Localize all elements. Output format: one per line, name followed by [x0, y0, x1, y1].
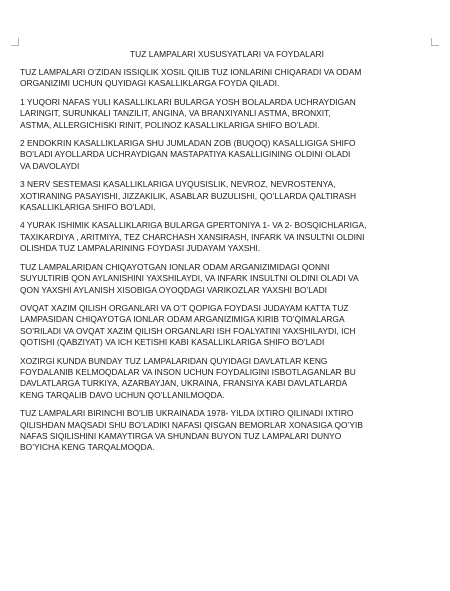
paragraph: [20, 408, 434, 454]
paragraph: [20, 220, 434, 254]
paragraph-line: DAVLATLARGA TURKIYA, AZARBAYJAN, UKRAINA, FRANSIYA KABI DAVLATLARDA: [20, 378, 348, 389]
paragraph-line: OLISHDA TUZ LAMPALARINING FOYDASI JUDAYAM YAXSHI.: [20, 243, 261, 254]
paragraph: [20, 262, 434, 296]
paragraph-line: TUZ LAMPALARI O’ZIDAN ISSIQLIK XOSIL QILIB TUZ IONLARINI CHIQARADI VA ODAM: [20, 67, 362, 77]
paragraph-line: OVQAT XAZIM QILISH ORGANLARI VA O’T QOPIGA FOYDASI JUDAYAM KATTA TUZ: [20, 302, 349, 313]
page-corner-mark-top-right: [431, 38, 439, 46]
paragraph-line: VA DAVOLAYDI: [20, 160, 80, 171]
paragraph: [20, 356, 434, 402]
paragraph-line: TAXIKARDIYA , ARITMIYA, TEZ CHARCHASH XANSIRASH, INFARK VA INSULTNI OLDINI: [20, 231, 365, 242]
paragraph-line: SO’RILADI VA OVQAT XAZIM QILISH ORGANLARI ISH FOALYATINI YAXSHILAYDI, ICH: [20, 325, 356, 336]
paragraph-line: XOTIRANING PASAYISHI, JIZZAKILIK, ASABLAR BUZULISHI, QO’LLARDA QALTIRASH: [20, 190, 357, 201]
paragraph-line: QON YAXSHI AYLANISH XISOBIGA OYOQDAGI VARIKOZLAR YAXSHI BO’LADI: [20, 284, 328, 295]
paragraph-line: NAFAS SIQILISHINI KAMAYTIRGA VA SHUNDAN BUYON TUZ LAMPALARI DUNYO: [20, 430, 342, 441]
paragraph-line: ASTMA, ALLERGICHISKI RINIT, POLINOZ KASALLIKLARIGA SHIFO BO’LADI.: [20, 119, 320, 130]
paragraph-line: KASALLIKLARIGA SHIFO BO’LADI.: [20, 202, 156, 213]
paragraph-line: FOYDALANIB KELMOQDALAR VA INSON UCHUN FOYDALIGINI ISBOTLAGANLAR BU: [20, 366, 356, 377]
paragraph-line: 4 YURAK ISHIMIK KASALLIKLARIGA BULARGA GPERTONIYA 1- VA 2- BOSQICHLARIGA,: [20, 220, 367, 231]
paragraph-line: LARINGIT, SURUNKALI TANZILIT, ANGINA, VA BRANXIYANLI ASTMA, BRONXIT,: [20, 108, 331, 119]
paragraph: [20, 67, 434, 90]
document-title: TUZ LAMPALARI XUSUSYATLARI VA FOYDALARI: [130, 49, 324, 59]
paragraph: [20, 179, 434, 213]
paragraph-line: SUYULTIRIB QON AYLANISHINI YAXSHILAYDI, VA INFARK INSULTNI OLDINI OLADI VA: [20, 273, 359, 284]
paragraph-line: BO’YICHA KENG TARQALMOQDA.: [20, 442, 155, 453]
paragraph-line: BO’LADI AYOLLARDA UCHRAYDIGAN MASTAPATIYA KASALLIGINING OLDINI OLADI: [20, 149, 351, 160]
paragraph: [20, 97, 434, 131]
paragraph-line: TUZ LAMPALARI BIRINCHI BO’LIB UKRAINADA 1978- YILDA IXTIRO QILINADI IXTIRO: [20, 408, 354, 419]
paragraph: [20, 303, 434, 349]
page-corner-mark-top-left: [11, 38, 19, 46]
paragraph-line: QILISHDAN MAQSADI SHU BO’LADIKI NAFASI QISGAN BEMORLAR XONASIGA QO’YIB: [20, 419, 363, 430]
paragraph-line: QOTISHI (QABZIYAT) VA ICH KETISHI KABI KASALLIKLARIGA SHIFO BO’LADI: [20, 337, 325, 348]
paragraph-line: LAMPASIDAN CHIQAYOTGA IONLAR ODAM ARGANIZIMIGA KIRIB TO’QIMALARGA: [20, 314, 345, 325]
paragraph-line: 1 YUQORI NAFAS YULI KASALLIKLARI BULARGA YOSH BOLALARDA UCHRAYDIGAN: [20, 96, 356, 107]
document-body: [20, 49, 434, 461]
paragraph-line: XOZIRGI KUNDA BUNDAY TUZ LAMPALARIDAN QUYIDAGI DAVLATLAR KENG: [20, 355, 328, 366]
paragraph: [20, 138, 434, 172]
paragraph-line: TUZ LAMPALARIDAN CHIQAYOTGAN IONLAR ODAM ARGANIZIMIDAGI QONNI: [20, 261, 330, 272]
paragraph-line: 2 ENDOKRIN KASALLIKLARIGA SHU JUMLADAN ZOB (BUQOQ) KASALLIGIGA SHIFO: [20, 138, 356, 149]
paragraph-line: KENG TARQALIB DAVO UCHUN QO’LLANILMOQDA.: [20, 389, 225, 400]
paragraph-line: ORGANIZIMI UCHUN QUYIDAGI KASALLIKLARGA FOYDA QILADI.: [20, 78, 280, 89]
paragraph-line: 3 NERV SESTEMASI KASALLIKLARIGA UYQUSISLIK, NEVROZ, NEVROSTENYA,: [20, 179, 336, 190]
